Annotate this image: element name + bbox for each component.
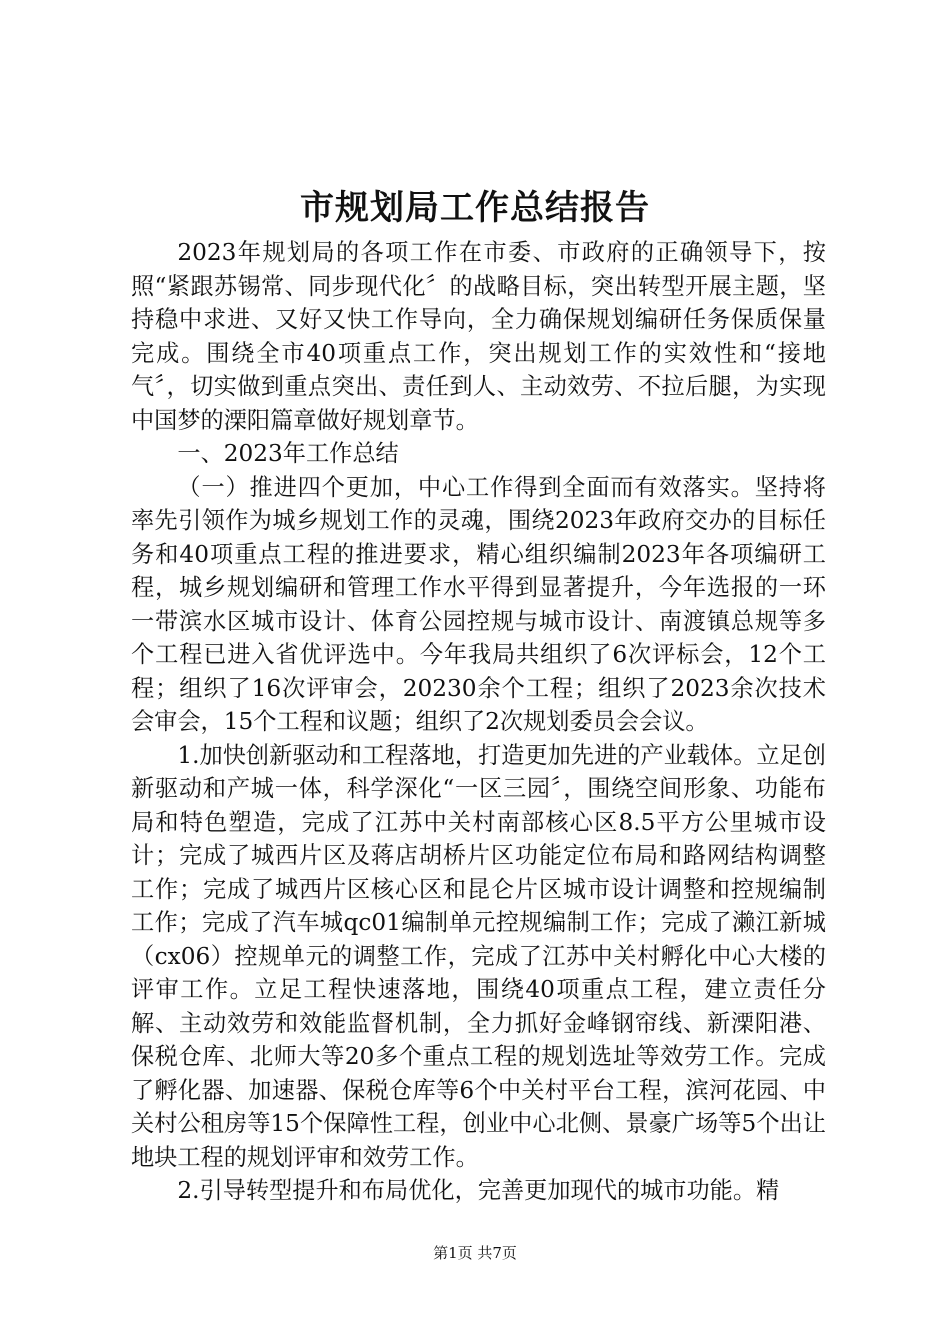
document-body bbox=[131, 236, 826, 1208]
paragraph-intro: 2023年规划局的各项工作在市委、市政府的正确领导下，按照“紧跟苏锡常、同步现代化〞的战略目标，突出转型开展主题，坚持稳中求进、又好又快工作导向，全力确保规划编研任务保质保量完成。围绕全市40项重点工作，突出规划工作的实效性和“接地气〞，切实做到重点突出、责任到人、主动效劳、不拉后腿，为实现中国梦的溧阳篇章做好规划章节。 bbox=[131, 239, 826, 434]
document-title: 市规划局工作总结报告 bbox=[300, 188, 650, 228]
section-heading: 一、2023年工作总结 bbox=[177, 440, 399, 467]
paragraph-item-1: 1.加快创新驱动和工程落地，打造更加先进的产业载体。立足创新驱动和产城一体，科学深化“一区三园〞，围绕空间形象、功能布局和特色塑造，完成了江苏中关村南部核心区8.5平方公里城市设计；完成了城西片区及蒋店胡桥片区功能定位布局和路网结构调整工作；完成了城西片区核心区和昆仑片区城市设计调整和控规编制工作；完成了汽车城qc01编制单元控规编制工作；完成了濑江新城（cx06）控规单元的调整工作，完成了江苏中关村孵化中心大楼的评审工作。立足工程快速落地，围绕40项重点工程，建立责任分解、主动效劳和效能监督机制，全力抓好金峰钢帘线、新溧阳港、保税仓库、北师大等20多个重点工程的规划选址等效劳工作。完成了孵化器、加速器、保税仓库等6个中关村平台工程，滨河花园、中关村公租房等15个保障性工程，创业中心北侧、景豪广场等5个出让地块工程的规划评审和效劳工作。 bbox=[131, 741, 826, 1171]
page-number-footer: 第1页 共7页 bbox=[433, 1244, 517, 1262]
paragraph-item-2: 2.引导转型提升和布局优化，完善更加现代的城市功能。精 bbox=[177, 1177, 780, 1204]
paragraph-section-1: （一）推进四个更加，中心工作得到全面而有效落实。坚持将率先引领作为城乡规划工作的灵魂，围绕2023年政府交办的目标任务和40项重点工程的推进要求，精心组织编制2023年各项编研工程，城乡规划编研和管理工作水平得到显著提升，今年选报的一环一带滨水区城市设计、体育公园控规与城市设计、南渡镇总规等多个工程已进入省优评选中。今年我局共组织了6次评标会，12个工程；组织了16次评审会，20230余个工程；组织了2023余次技术会审会，15个工程和议题；组织了2次规划委员会会议。 bbox=[131, 473, 826, 735]
